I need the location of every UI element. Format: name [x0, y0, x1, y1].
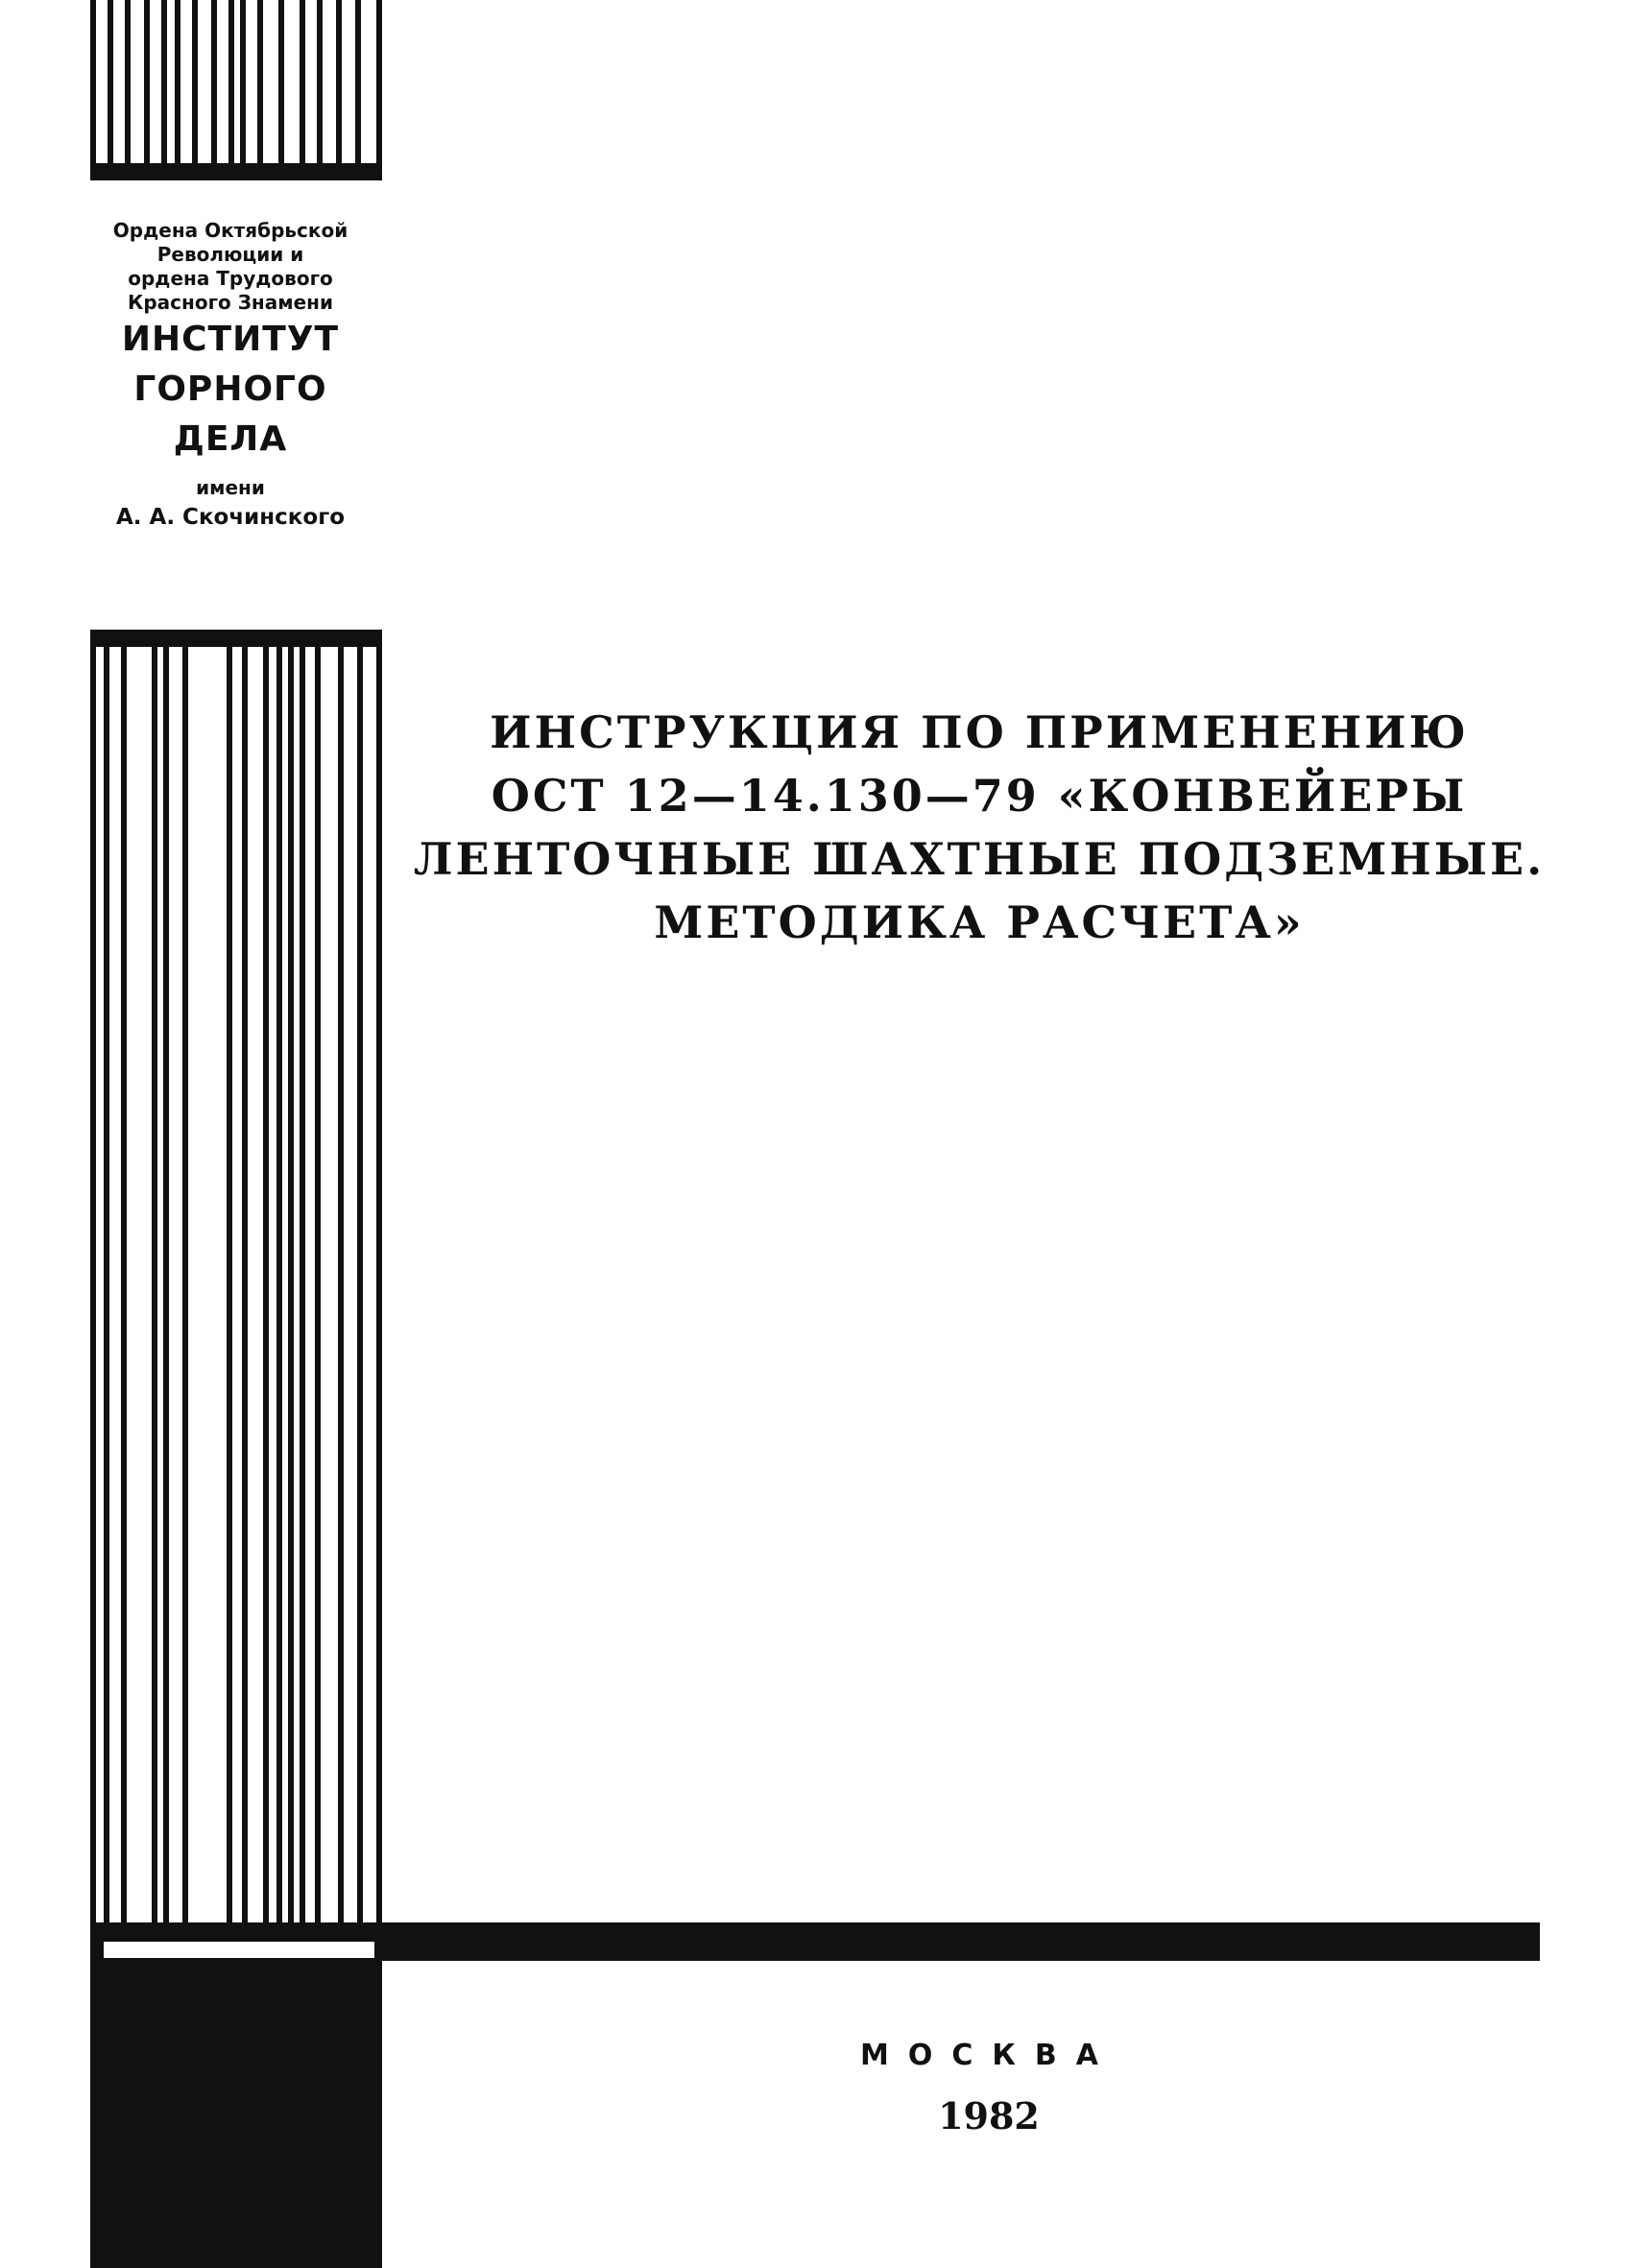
horizontal-band-light-strip: [104, 1942, 374, 1958]
document-title: [403, 701, 1555, 954]
stripe-line: [161, 0, 167, 165]
stripe-line: [355, 0, 361, 165]
stripe-line: [338, 647, 344, 1923]
stripe-line: [228, 0, 234, 165]
stripe-line: [317, 0, 323, 165]
stripe-line: [163, 647, 169, 1923]
stripe-line: [376, 647, 382, 1923]
award-line: ордена Трудового: [128, 267, 333, 290]
column-top-bar: [90, 630, 382, 647]
stripe-line: [300, 0, 305, 165]
publication-year: 1982: [938, 2094, 1040, 2137]
stripe-line: [257, 0, 263, 165]
namesake-person: А. А. Скочинского: [115, 505, 346, 530]
stripe-line: [90, 0, 96, 165]
stripe-line: [192, 0, 198, 165]
stripe-line: [121, 647, 127, 1923]
stripe-line: [211, 0, 217, 165]
stripe-line: [182, 647, 188, 1923]
award-line: Ордена Октябрьской: [112, 219, 348, 242]
stripe-line: [125, 0, 131, 165]
stripe-line: [315, 647, 321, 1923]
organization-block: [58, 219, 403, 534]
stripe-line: [108, 0, 113, 165]
award-line: Красного Знамени: [128, 291, 333, 314]
stripe-line: [242, 647, 248, 1923]
publication-city: МОСКВА: [860, 2039, 1117, 2072]
stripe-line: [263, 647, 269, 1923]
stripe-line: [276, 647, 282, 1923]
stripe-line: [288, 647, 294, 1923]
base-block: [90, 1961, 382, 2268]
institute-name-line: ГОРНОГО: [133, 370, 327, 409]
title-line: ЛЕНТОЧНЫЕ ШАХТНЫЕ ПОДЗЕМНЫЕ.: [413, 833, 1546, 885]
title-line: ОСТ 12—14.130—79 «КОНВЕЙЕРЫ: [491, 770, 1468, 822]
stripe-line: [357, 647, 363, 1923]
institute-name-line: ДЕЛА: [173, 419, 288, 459]
stripe-line: [336, 0, 342, 165]
top-stripe-baseline: [90, 163, 382, 180]
stripe-line: [144, 0, 150, 165]
award-line: Революции и: [156, 243, 304, 266]
column-stripe-ornament: [90, 647, 382, 1923]
top-stripe-ornament: [90, 0, 382, 165]
stripe-line: [300, 647, 305, 1923]
stripe-line: [152, 647, 157, 1923]
title-line: МЕТОДИКА РАСЧЕТА»: [654, 896, 1305, 948]
stripe-line: [376, 0, 382, 165]
stripe-line: [278, 0, 284, 165]
named-after-label: имени: [196, 476, 265, 499]
institute-name-line: ИНСТИТУТ: [121, 320, 340, 359]
title-line: ИНСТРУКЦИЯ ПО ПРИМЕНЕНИЮ: [490, 706, 1469, 758]
stripe-line: [227, 647, 232, 1923]
stripe-line: [175, 0, 180, 165]
stripe-line: [90, 647, 96, 1923]
stripe-line: [104, 647, 109, 1923]
stripe-line: [240, 0, 246, 165]
